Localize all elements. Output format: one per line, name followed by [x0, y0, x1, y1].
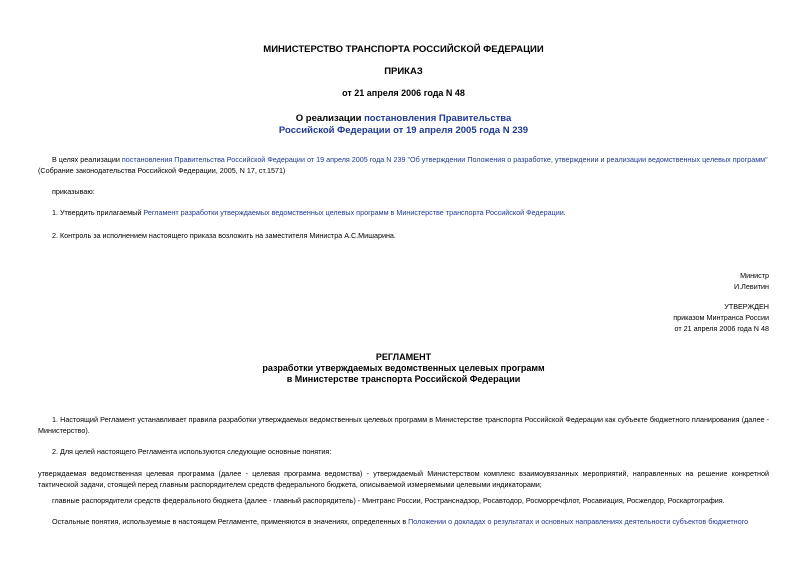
- intro-text-before: В целях реализации: [52, 155, 122, 164]
- order-word: приказываю:: [52, 187, 95, 196]
- regulation-subtitle-2: в Министерстве транспорта Российской Федерации: [286, 374, 521, 384]
- ministry-heading: МИНИСТЕРСТВО ТРАНСПОРТА РОССИЙСКОЙ ФЕДЕРАЦИИ: [263, 44, 544, 55]
- regulation-subtitle-1: разработки утверждаемых ведомственных целевых программ: [262, 363, 545, 373]
- intro-text-after: (Собрание законодательства Российской Федерации, 2005, N 17, ст.1571): [38, 166, 286, 175]
- order-item-1-before: 1. Утвердить прилагаемый: [52, 208, 144, 217]
- decree-link-title-2[interactable]: Российской Федерации от 19 апреля 2005 года N 239: [278, 125, 529, 136]
- decree-link-body[interactable]: постановления Правительства Российской Федерации от 19 апреля 2005 года N 239 "Об утверждении Положения о разработке, утверждении и реализации ведомственных целевых программ": [121, 155, 768, 164]
- signature-position: Министр: [740, 271, 769, 280]
- approval-block: [673, 301, 769, 334]
- regulation-paragraph-2: 2. Для целей настоящего Регламента используются следующие основные понятия:: [52, 447, 332, 456]
- signature-block: [734, 270, 769, 292]
- approval-line-3: от 21 апреля 2006 года N 48: [674, 324, 769, 333]
- order-item-1: [52, 207, 783, 218]
- regulation-paragraph-3: утверждаемая ведомственная целевая программа (далее - целевая программа ведомства) - утверждаемый Министерством комплекс взаимоувязанных мероприятий, направленных на решение конкретной тактической задачи, стоящей перед главным распорядителем средств федерального бюджета, описываемой измеряемыми целевыми индикаторами;: [38, 469, 769, 489]
- order-item-1-after: .: [563, 208, 566, 217]
- regulation-paragraph-5: [38, 516, 769, 527]
- approval-line-1: УТВЕРЖДЕН: [724, 302, 769, 311]
- regulation-paragraph-4: главные распорядители средств федерального бюджета (далее - главный распорядитель) - Минтранс России, Ространснадзор, Росавтодор, Росморречфлот, Росавиация, Росжелдор, Роскартография.: [52, 496, 725, 505]
- regulation-link[interactable]: Регламент разработки утверждаемых ведомственных целевых программ в Министерстве транспорта Российской Федерации: [143, 208, 564, 217]
- doc-title-prefix: О реализации: [295, 113, 365, 124]
- regulation-paragraph-5-before: Остальные понятия, используемые в настоящем Регламенте, применяются в значениях, определенных в: [52, 517, 409, 526]
- doc-date: от 21 апреля 2006 года N 48: [342, 88, 465, 98]
- regulation-heading: [0, 352, 807, 385]
- doc-type-heading: ПРИКАЗ: [384, 66, 423, 77]
- regulation-title: РЕГЛАМЕНТ: [375, 352, 432, 362]
- signature-name: И.Левитин: [734, 282, 769, 291]
- decree-link-title-1[interactable]: постановления Правительства: [364, 113, 512, 124]
- intro-paragraph: [38, 154, 769, 176]
- order-item-2: 2. Контроль за исполнением настоящего приказа возложить на заместителя Министра А.С.Мишарина.: [52, 231, 396, 240]
- regulation-paragraph-1: 1. Настоящий Регламент устанавливает правила разработки утверждаемых ведомственных целевых программ в Министерстве транспорта Российской Федерации как субъекте бюджетного планирования (далее - Министерство).: [38, 415, 769, 435]
- reports-regulation-link[interactable]: Положении о докладах о результатах и основных направлениях деятельности субъектов бюджетного: [408, 517, 749, 526]
- doc-title: [0, 113, 807, 137]
- approval-line-2: приказом Минтранса России: [673, 313, 769, 322]
